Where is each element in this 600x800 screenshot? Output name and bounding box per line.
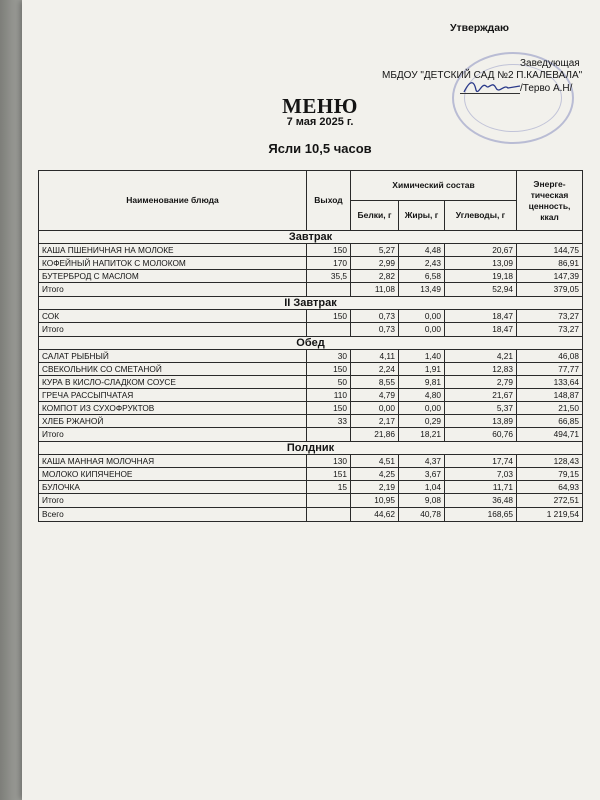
fat: 4,80: [399, 389, 445, 402]
protein: 4,25: [351, 468, 399, 481]
fat: 1,40: [399, 350, 445, 363]
fat: 0,00: [399, 323, 445, 337]
dish-name: ГРЕЧА РАССЫПЧАТАЯ: [39, 389, 307, 402]
total-row: [39, 283, 583, 297]
protein: 8,55: [351, 376, 399, 389]
portion: 170: [307, 257, 351, 270]
kcal: 148,87: [517, 389, 583, 402]
fat: 0,29: [399, 415, 445, 428]
signature-line: [460, 85, 520, 94]
total-row: [39, 494, 583, 508]
carbs: 36,48: [445, 494, 517, 508]
portion: 150: [307, 402, 351, 415]
protein: 11,08: [351, 283, 399, 297]
dish-name: КУРА В КИСЛО-СЛАДКОМ СОУСЕ: [39, 376, 307, 389]
fat: 13,49: [399, 283, 445, 297]
kcal: 1 219,54: [517, 508, 583, 522]
portion: 33: [307, 415, 351, 428]
protein: 0,73: [351, 323, 399, 337]
menu-body: [39, 231, 583, 522]
portion: 150: [307, 244, 351, 257]
protein: 21,86: [351, 428, 399, 442]
col-portion-header: Выход: [307, 171, 351, 231]
portion: 35,5: [307, 270, 351, 283]
dish-name: КАША МАННАЯ МОЛОЧНАЯ: [39, 455, 307, 468]
table-row: [39, 257, 583, 270]
protein: 2,17: [351, 415, 399, 428]
col-energy-header: Энерге-тическая ценность, ккал: [517, 171, 583, 231]
protein: 2,19: [351, 481, 399, 494]
dish-name: БУЛОЧКА: [39, 481, 307, 494]
table-row: [39, 376, 583, 389]
total-label: Итого: [39, 283, 307, 297]
fat: 3,67: [399, 468, 445, 481]
carbs: 17,74: [445, 455, 517, 468]
dish-name: СВЕКОЛЬНИК СО СМЕТАНОЙ: [39, 363, 307, 376]
grand-total-label: Всего: [39, 508, 307, 522]
kcal: 128,43: [517, 455, 583, 468]
carbs: 60,76: [445, 428, 517, 442]
carbs: 18,47: [445, 310, 517, 323]
total-portion-empty: [307, 428, 351, 442]
grand-total-portion-empty: [307, 508, 351, 522]
section-header: II Завтрак: [39, 297, 583, 310]
menu-table: [38, 170, 583, 522]
fat: 0,00: [399, 402, 445, 415]
col-fat-header: Жиры, г: [399, 201, 445, 231]
portion: 15: [307, 481, 351, 494]
protein: 4,51: [351, 455, 399, 468]
protein: 5,27: [351, 244, 399, 257]
dish-name: КОМПОТ ИЗ СУХОФРУКТОВ: [39, 402, 307, 415]
fat: 4,37: [399, 455, 445, 468]
fat: 9,08: [399, 494, 445, 508]
carbs: 5,37: [445, 402, 517, 415]
head-title: Заведующая: [520, 58, 580, 69]
table-row: [39, 415, 583, 428]
col-protein-header: Белки, г: [351, 201, 399, 231]
total-label: Итого: [39, 323, 307, 337]
carbs: 7,03: [445, 468, 517, 481]
carbs: 52,94: [445, 283, 517, 297]
col-carbs-header: Углеводы, г: [445, 201, 517, 231]
total-label: Итого: [39, 428, 307, 442]
carbs: 2,79: [445, 376, 517, 389]
kcal: 494,71: [517, 428, 583, 442]
carbs: 168,65: [445, 508, 517, 522]
dish-name: КАША ПШЕНИЧНАЯ НА МОЛОКЕ: [39, 244, 307, 257]
kcal: 73,27: [517, 310, 583, 323]
total-portion-empty: [307, 323, 351, 337]
fat: 18,21: [399, 428, 445, 442]
carbs: 21,67: [445, 389, 517, 402]
table-row: [39, 481, 583, 494]
total-portion-empty: [307, 494, 351, 508]
fat: 0,00: [399, 310, 445, 323]
protein: 4,79: [351, 389, 399, 402]
carbs: 13,89: [445, 415, 517, 428]
portion: 150: [307, 310, 351, 323]
fat: 1,91: [399, 363, 445, 376]
protein: 2,82: [351, 270, 399, 283]
kcal: 73,27: [517, 323, 583, 337]
dish-name: БУТЕРБРОД С МАСЛОМ: [39, 270, 307, 283]
approve-label: Утверждаю: [450, 22, 510, 34]
table-row: [39, 402, 583, 415]
total-portion-empty: [307, 283, 351, 297]
kcal: 272,51: [517, 494, 583, 508]
protein: 2,99: [351, 257, 399, 270]
carbs: 13,09: [445, 257, 517, 270]
group-label: Ясли 10,5 часов: [268, 141, 372, 156]
section-header: Полдник: [39, 442, 583, 455]
protein: 4,11: [351, 350, 399, 363]
table-row: [39, 244, 583, 257]
fat: 4,48: [399, 244, 445, 257]
table-row: [39, 363, 583, 376]
portion: 150: [307, 363, 351, 376]
kcal: 21,50: [517, 402, 583, 415]
table-row: [39, 350, 583, 363]
carbs: 4,21: [445, 350, 517, 363]
kcal: 144,75: [517, 244, 583, 257]
kcal: 379,05: [517, 283, 583, 297]
dish-name: КОФЕЙНЫЙ НАПИТОК С МОЛОКОМ: [39, 257, 307, 270]
dish-name: СОК: [39, 310, 307, 323]
background-edge: [0, 0, 22, 800]
protein: 10,95: [351, 494, 399, 508]
fat: 9,81: [399, 376, 445, 389]
protein: 0,00: [351, 402, 399, 415]
carbs: 11,71: [445, 481, 517, 494]
kcal: 46,08: [517, 350, 583, 363]
portion: 110: [307, 389, 351, 402]
kcal: 64,93: [517, 481, 583, 494]
carbs: 18,47: [445, 323, 517, 337]
protein: 44,62: [351, 508, 399, 522]
table-row: [39, 270, 583, 283]
table-row: [39, 310, 583, 323]
fat: 2,43: [399, 257, 445, 270]
kcal: 86,91: [517, 257, 583, 270]
dish-name: МОЛОКО КИПЯЧЕНОЕ: [39, 468, 307, 481]
dish-name: ХЛЕБ РЖАНОЙ: [39, 415, 307, 428]
fat: 6,58: [399, 270, 445, 283]
grand-total-row: [39, 508, 583, 522]
kcal: 66,85: [517, 415, 583, 428]
table-row: [39, 389, 583, 402]
signer-name: /Терво А.Н/: [520, 83, 573, 94]
protein: 2,24: [351, 363, 399, 376]
kcal: 79,15: [517, 468, 583, 481]
table-row: [39, 455, 583, 468]
total-label: Итого: [39, 494, 307, 508]
portion: 50: [307, 376, 351, 389]
fat: 40,78: [399, 508, 445, 522]
page-title: МЕНЮ: [282, 94, 358, 118]
total-row: [39, 323, 583, 337]
dish-name: САЛАТ РЫБНЫЙ: [39, 350, 307, 363]
col-dish-header: Наименование блюда: [39, 171, 307, 231]
carbs: 12,83: [445, 363, 517, 376]
fat: 1,04: [399, 481, 445, 494]
menu-date: 7 мая 2025 г.: [286, 116, 354, 128]
organization-name: МБДОУ "ДЕТСКИЙ САД №2 П.КАЛЕВАЛА": [382, 70, 583, 81]
section-header: Обед: [39, 337, 583, 350]
carbs: 20,67: [445, 244, 517, 257]
col-chem-header: Химический состав: [351, 171, 517, 201]
kcal: 77,77: [517, 363, 583, 376]
portion: 130: [307, 455, 351, 468]
portion: 151: [307, 468, 351, 481]
kcal: 147,39: [517, 270, 583, 283]
table-row: [39, 468, 583, 481]
portion: 30: [307, 350, 351, 363]
total-row: [39, 428, 583, 442]
protein: 0,73: [351, 310, 399, 323]
kcal: 133,64: [517, 376, 583, 389]
section-header: Завтрак: [39, 231, 583, 244]
carbs: 19,18: [445, 270, 517, 283]
